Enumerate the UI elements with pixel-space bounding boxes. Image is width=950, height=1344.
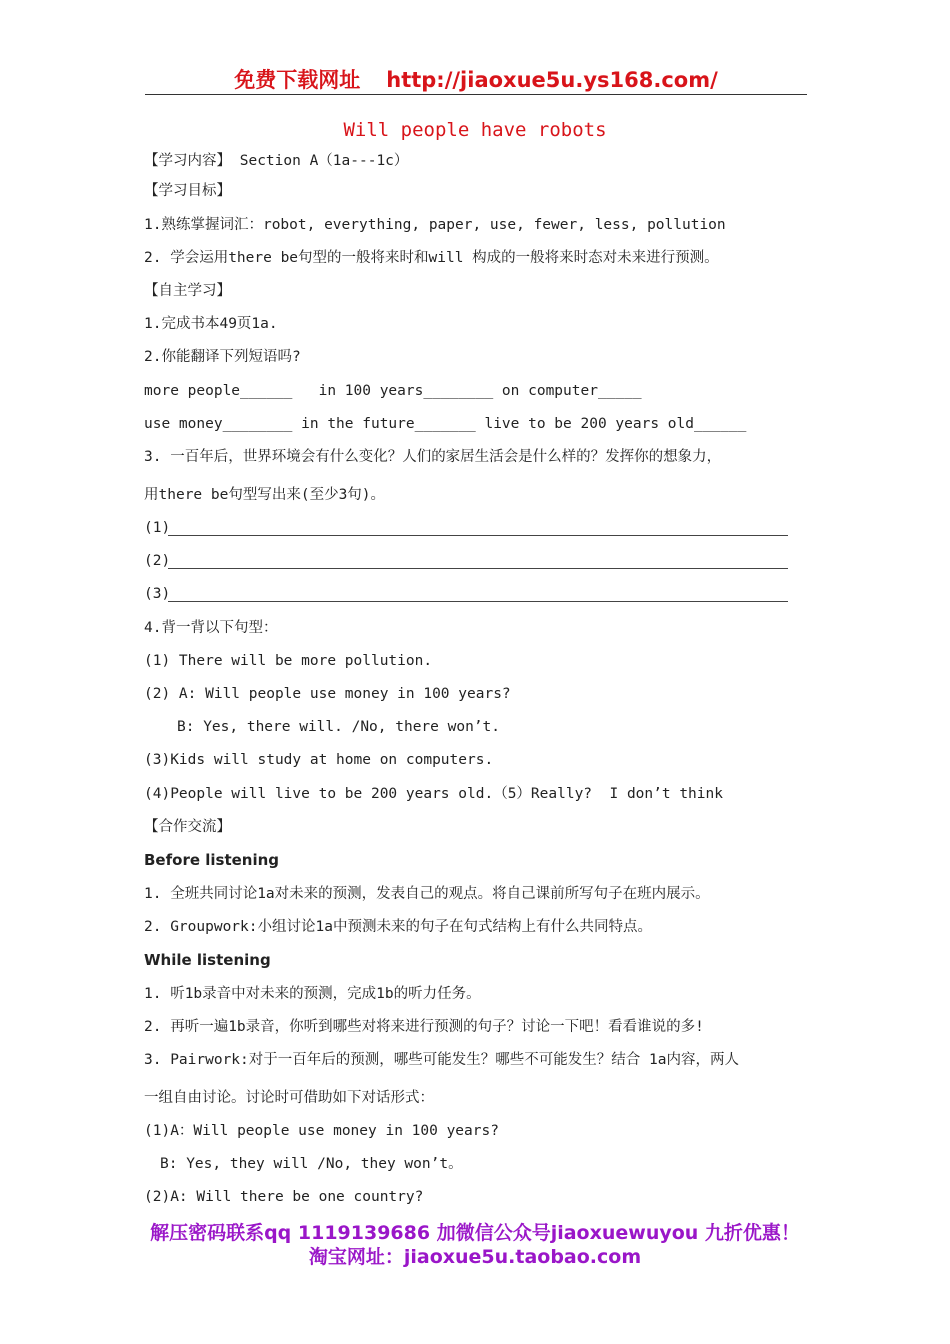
self-study-item-4: 4.背一背以下句型： <box>144 620 278 636</box>
download-site-label: 免费下载网址 <box>234 68 361 92</box>
phrase-row-2: use money________ in the future_______ live to be 200 years old______ <box>144 416 747 432</box>
pattern-2-answer: B: Yes, there will. /No, there won’t. <box>177 719 501 735</box>
while-listening-item-3-cont: 一组自由讨论。讨论时可借助如下对话形式： <box>144 1090 434 1106</box>
while-listening-item-2: 2. 再听一遍1b录音，你听到哪些对将来进行预测的句子？讨论一下吧！看看谁说的多! <box>144 1019 704 1035</box>
cooperation-heading: 【合作交流】 <box>144 819 231 835</box>
self-study-heading: 【自主学习】 <box>144 283 231 299</box>
self-study-item-2: 2.你能翻译下列短语吗? <box>144 349 301 365</box>
download-site-header <box>145 64 807 94</box>
before-listening-item-2: 2. Groupwork:小组讨论1a中预测未来的句子在句式结构上有什么共同特点。 <box>144 919 652 935</box>
dialogue-2-question: (2)A: Will there be one country? <box>144 1189 424 1205</box>
pattern-3: (3)Kids will study at home on computers. <box>144 752 494 768</box>
self-study-item-3: 3. 一百年后，世界环境会有什么变化？人们的家居生活会是什么样的？发挥你的想象力， <box>144 449 722 465</box>
before-listening-heading: Before listening <box>144 851 280 869</box>
answer-blank-2[interactable] <box>168 568 788 569</box>
learning-goals-heading: 【学习目标】 <box>144 183 231 199</box>
while-listening-heading: While listening <box>144 951 271 969</box>
while-listening-item-3: 3. Pairwork:对于一百年后的预测，哪些可能发生？哪些不可能发生？结合 1a内容，两人 <box>144 1052 739 1068</box>
self-study-item-3-cont: 用there be句型写出来(至少3句)。 <box>144 487 386 503</box>
learning-content-line: 【学习内容】 Section A（1a---1c） <box>144 153 409 169</box>
answer-label-1: (1) <box>144 520 171 536</box>
self-study-item-1: 1.完成书本49页1a. <box>144 316 278 332</box>
phrase-row-1: more people______ in 100 years________ on computer_____ <box>144 383 642 399</box>
answer-blank-1[interactable] <box>168 535 788 536</box>
download-site-url[interactable]: http://jiaoxue5u.ys168.com/ <box>386 68 718 92</box>
footer-contact: 解压密码联系qq 1119139686 加微信公众号jiaoxuewuyou 九折优惠！ <box>150 1222 800 1244</box>
pattern-2-question: (2) A: Will people use money in 100 years? <box>144 686 511 702</box>
answer-label-3: (3) <box>144 586 171 602</box>
pattern-1: (1) There will be more pollution. <box>144 653 433 669</box>
answer-label-2: (2) <box>144 553 171 569</box>
answer-blank-3[interactable] <box>168 601 788 602</box>
header-divider <box>145 94 807 95</box>
pattern-4-5: (4)People will live to be 200 years old.（5）Really? I don’t think <box>144 786 723 802</box>
before-listening-item-1: 1. 全班共同讨论1a对未来的预测，发表自己的观点。将自己课前所写句子在班内展示。 <box>144 886 710 902</box>
goal-2-grammar: 2. 学会运用there be句型的一般将来时和will 构成的一般将来时态对未来进行预测。 <box>144 250 719 266</box>
while-listening-item-1: 1. 听1b录音中对未来的预测，完成1b的听力任务。 <box>144 986 481 1002</box>
dialogue-1-question: (1)A：Will people use money in 100 years? <box>144 1123 499 1139</box>
page-title: Will people have robots <box>343 119 607 141</box>
dialogue-1-answer: B: Yes, they will /No, they won’t。 <box>160 1156 463 1172</box>
footer-shop-url[interactable]: 淘宝网址：jiaoxue5u.taobao.com <box>308 1246 642 1268</box>
goal-1-vocabulary: 1.熟练掌握词汇：robot, everything, paper, use, fewer, less, pollution <box>144 217 726 233</box>
